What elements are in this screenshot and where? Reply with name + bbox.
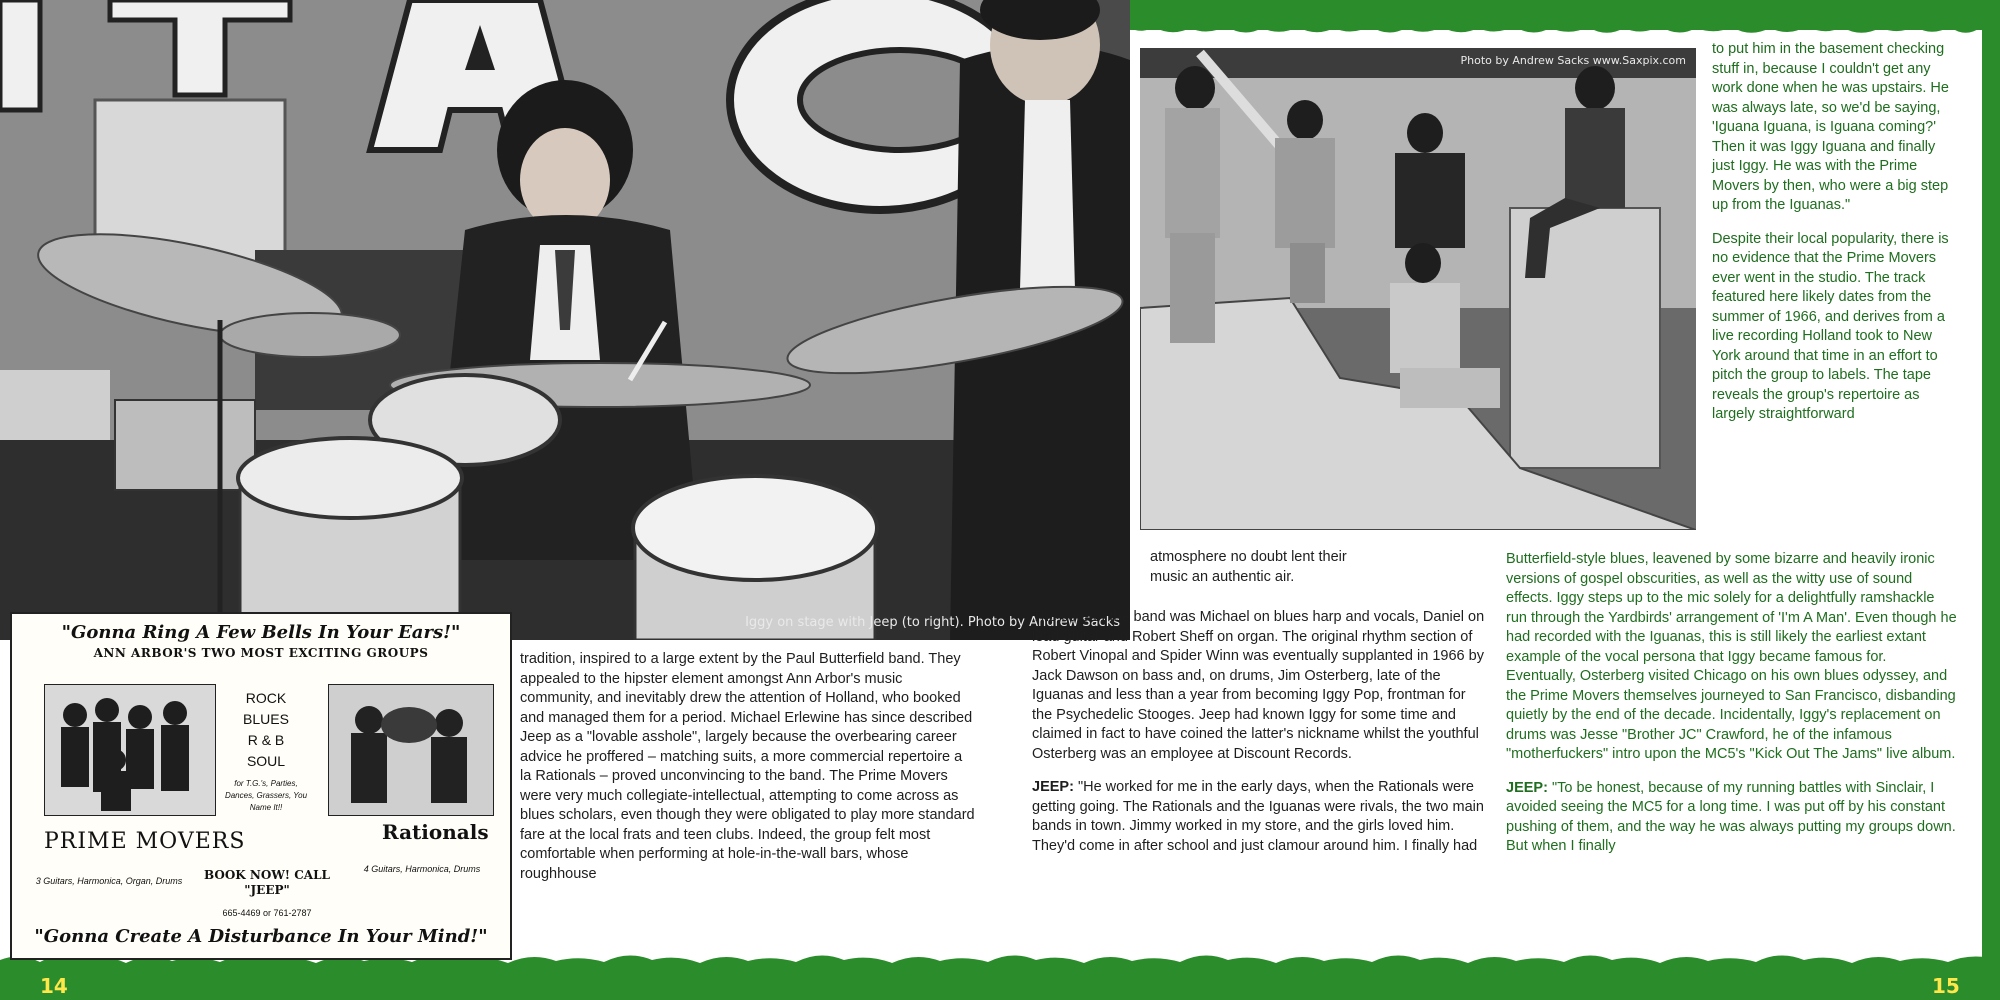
text-column-3 <box>1712 40 1960 425</box>
speaker-label: JEEP: <box>1506 779 1548 796</box>
paragraph <box>1032 778 1488 856</box>
text-column-2-top <box>1150 548 1380 587</box>
ad-genre-list <box>226 688 306 772</box>
green-torn-border-top <box>1130 0 2000 30</box>
text-column-1 <box>520 650 976 884</box>
ad-headline-bottom: "Gonna Create A Disturbance In Your Mind!" <box>34 926 488 947</box>
page-number-left: 14 <box>40 974 68 998</box>
band-photo-prime-movers <box>1140 48 1696 530</box>
green-torn-border-bottom <box>0 968 2000 1000</box>
photo-credit-right: Photo by Andrew Sacks www.Saxpix.com <box>1460 54 1686 67</box>
quote-text: "To be honest, because of my running battles with Sinclair, I avoided seeing the MC5 for a long time. I was put off by his constant pushing of them, and the way he was always putting my groups down. But when I finally <box>1506 779 1956 854</box>
paragraph: The core of the band was Michael on blues harp and vocals, Daniel on lead guitar and Robert Sheff on organ. The original rhythm section of Robert Vinopal and Spider Winn was eventually supplanted in 1966 by Jack Dawson on bass and, on drums, Jim Osterberg, late of the Iguanas and less than a year from becoming Iggy Pop, frontman for the Psychedelic Stooges. Jeep had known Iggy for some time and claimed in fact to have coined the latter's nickname whilst the youthful Osterberg was an employee at Discount Records. <box>1032 609 1485 762</box>
paragraph: atmosphere no doubt lent their music an authentic air. <box>1150 549 1347 585</box>
paragraph: Butterfield-style blues, leavened by some bizarre and heavily ironic versions of gospel obscurities, as well as the witty use of sound effects. Iggy steps up to the mic solely for a delightfully ramshackle run through the Yardbirds' arrangement of 'I'm A Man'. Even though he had recorded with the Iguanas, this is still likely the earliest extant example of the vocal persona that Iggy became famous for. Eventually, Osterberg visited Chicago on his own blues odyssey, and the Prime Movers themselves journeyed to San Francisco, disbanding quietly by the end of the decade. Incidentally, Iggy's replacement on drums was Jesse "Brother JC" Crawford, he of the infamous "motherfuckers" intro upon the MC5's "Kick Out The Jams" live album. <box>1506 551 1957 762</box>
ad-phone-numbers: 665-4469 or 761-2787 <box>222 908 312 918</box>
green-border-right <box>1982 0 2000 1000</box>
ad-genre: R & B <box>247 732 285 748</box>
ad-genre: SOUL <box>246 753 286 769</box>
prime-movers-logo: PRIME MOVERS <box>44 829 246 854</box>
speaker-label: JEEP: <box>1032 779 1074 795</box>
ad-genre: BLUES <box>243 711 289 727</box>
photo-caption-left: Iggy on stage with Jeep (to right). Photo by Andrew Sacks <box>745 615 1120 630</box>
ad-for-line: for T.G.'s, Parties, Dances, Grassers, You Name It!! <box>224 779 308 812</box>
prime-movers-ad-photo <box>44 684 216 816</box>
ad-booking <box>192 868 342 898</box>
page-number-right: 15 <box>1932 974 1960 998</box>
paragraph: Despite their local popularity, there is no evidence that the Prime Movers ever went in the studio. The track featured here likely dates from the summer of 1966, and derives from a live recording Holland took to New York around that time in an effort to pitch the group to labels. The tape reveals the group's repertoire as largely straightforward <box>1712 230 1949 422</box>
paragraph <box>1506 779 1958 857</box>
ad-instruments-right: 4 Guitars, Harmonica, Drums <box>363 864 481 874</box>
ad-book-now: BOOK NOW! CALL <box>204 868 330 882</box>
ad-book-name: "JEEP" <box>244 883 290 897</box>
text-column-4 <box>1506 550 1958 857</box>
rationals-logo: Rationals <box>382 820 489 844</box>
rationals-ad-photo <box>328 684 494 816</box>
vintage-band-advert <box>10 612 512 960</box>
quote-text: "He worked for me in the early days, when the Rationals were getting going. The Rationals and the Iguanas were rivals, the two main bands in town. Jimmy worked in my store, and the girls loved him. They'd come in after school and just clamour around him. I finally had <box>1032 779 1484 854</box>
paragraph: to put him in the basement checking stuff in, because I couldn't get any work done when he was upstairs. He was always late, so we'd be saying, 'Iguana Iguana, is Iguana coming?' Then it was Iggy Iguana and finally just Iggy. He was with the Prime Movers by then, who were a big step up from the Iguanas." <box>1712 41 1949 213</box>
ad-genre: ROCK <box>245 690 287 706</box>
ad-headline-top: "Gonna Ring A Few Bells In Your Ears!" <box>61 622 461 643</box>
text-column-2 <box>1032 608 1488 856</box>
ad-instruments-left: 3 Guitars, Harmonica, Organ, Drums <box>35 876 183 886</box>
stage-photo-drummer <box>0 0 1130 640</box>
paragraph: tradition, inspired to a large extent by the Paul Butterfield band. They appealed to the hipster element amongst Ann Arbor's music community, and inevitably drew the attention of Holland, who booked and managed them for a period. Michael Erlewine has since described Jeep as a "lovable asshole", largely because the overbearing career advice he proffered – matching suits, a more commercial repertoire a la Rationals – proved unconvincing to the band. The Prime Movers were very much collegiate-intellectual, attempting to come across as blues scholars, even though they were obligated to play more standard fare at the local frats and teen clubs. Indeed, the group felt most comfortable when performing at hole-in-the-wall bars, whose roughhouse <box>520 651 975 882</box>
ad-subheadline: ANN ARBOR'S TWO MOST EXCITING GROUPS <box>93 646 429 660</box>
